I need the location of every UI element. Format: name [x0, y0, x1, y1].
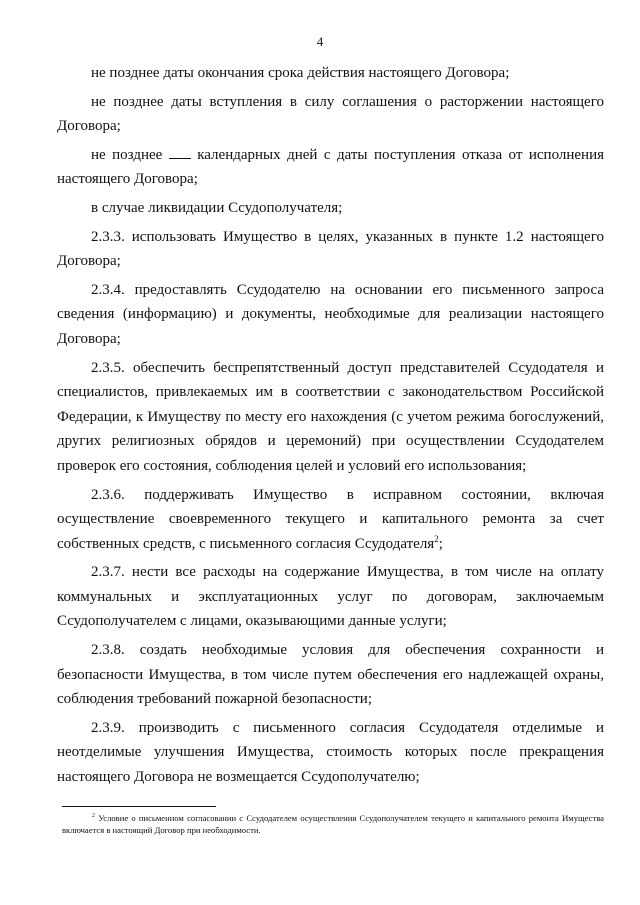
footnote-marker: 2: [92, 813, 95, 820]
paragraph-refusal-days: [57, 143, 604, 192]
paragraph-liquidation: в случае ликвидации Ссудополучателя;: [91, 199, 343, 216]
blank-days-field: [169, 146, 191, 159]
clause-2-3-6: [57, 483, 604, 557]
clause-2-3-8: 2.3.8. создать необходимые условия для обеспечения сохранности и безопасности Имущества, в том числе путем обеспечения его надлежащей охраны, соблюдения требований пожарной безопасности;: [57, 642, 604, 708]
clause-2-3-5: 2.3.5. обеспечить беспрепятственный доступ представителей Ссудодателя и специалистов, привлекаемых им в соответствии с законодательством Российской Федерации, к Имуществу по месту его нахождения (с учетом режима богослужений, других религиозных обрядов и церемоний) при осуществлении Ссудодателем проверок его состояния, соблюдения целей и условий его использования;: [57, 359, 604, 474]
clause-2-3-7: 2.3.7. нести все расходы на содержание Имущества, в том числе на оплату коммунальных и эксплуатационных услуг по договорам, заключаемым Ссудополучателем с лицами, оказывающими данные услуги;: [57, 564, 604, 630]
paragraph-refusal-days-before: не позднее: [91, 146, 163, 163]
document-body: [57, 61, 604, 794]
clause-2-3-4: 2.3.4. предоставлять Ссудодателю на основании его письменного запроса сведения (информацию) и документы, необходимые для реализации настоящего Договора;: [57, 281, 604, 347]
clause-2-3-6-tail: ;: [438, 535, 443, 552]
footnote-reference: 2: [434, 533, 439, 544]
page-number: 4: [316, 34, 324, 49]
paragraph-termination-agreement: не позднее даты вступления в силу соглашения о расторжении настоящего Договора;: [57, 93, 604, 135]
footnote-divider: [62, 806, 216, 807]
clause-2-3-6-text: 2.3.6. поддерживать Имущество в исправном состоянии, включая осуществление своевременного текущего и капитального ремонта за счет собственных средств, с письменного согласия Ссудодателя: [57, 486, 604, 552]
clause-2-3-3: 2.3.3. использовать Имущество в целях, указанных в пункте 1.2 настоящего Договора;: [57, 228, 604, 270]
footnote-text: Условие о письменном согласовании с Ссудодателем осуществления Ссудополучателем текущего и капитального ремонта Имущества включается в настоящий Договор при необходимости.: [62, 813, 604, 835]
clause-2-3-9: 2.3.9. производить с письменного согласия Ссудодателя отделимые и неотделимые улучшения Имущества, стоимость которых после прекращения настоящего Договора не возмещается Ссудополучателю;: [57, 719, 604, 786]
paragraph-refusal-days-after: календарных дней с даты поступления отказа от исполнения настоящего Договора;: [57, 146, 605, 188]
paragraph-contract-expiry: не позднее даты окончания срока действия настоящего Договора;: [91, 65, 510, 81]
footnote: [62, 812, 604, 836]
